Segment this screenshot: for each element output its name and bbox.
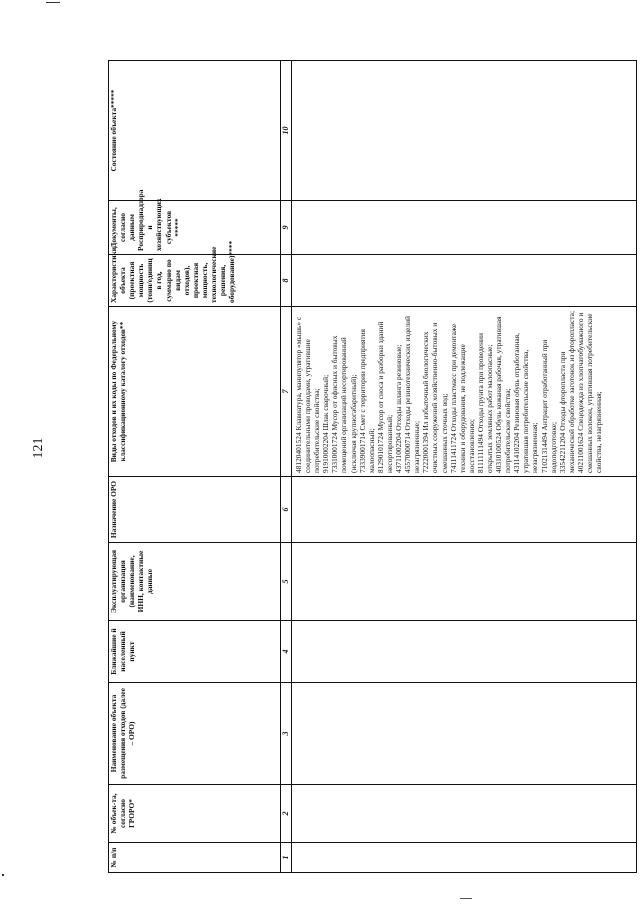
waste-entry: 40211001624 Спецодежда из хлопчатобумажного и смешанных волокон, утратившая потребительские свойства, незагрязненная; xyxy=(575,312,604,473)
waste-entry: 45570000714 Отходы резинотехнических изделий незагрязненные; xyxy=(403,316,422,473)
scan-mark xyxy=(2,874,4,876)
table-cell xyxy=(292,477,637,543)
waste-entry: 43711002204 Отходы шланга резиновые; xyxy=(394,344,404,473)
header-cell: Состояние объекта***** xyxy=(109,61,281,201)
waste-facility-table-frame xyxy=(108,61,636,873)
column-number: 2 xyxy=(281,785,292,843)
waste-entry: 81111111494 Отходы грунта при проведении открытых земляных работ малоопасные; xyxy=(475,333,494,473)
waste-entry: 91910002204 Шлак сварочный; xyxy=(321,374,331,473)
column-number-row xyxy=(281,61,292,873)
header-cell: Ближайшие й населенный пункт xyxy=(109,621,281,683)
column-number: 3 xyxy=(281,683,292,785)
table-cell xyxy=(292,683,637,785)
waste-entry: 33542211204 Отходы фторопласта при механической обработке заготовок из фторопласта; xyxy=(557,310,576,473)
column-number: 7 xyxy=(281,307,292,477)
waste-entry: 73339001714 Смет с территории предприятия малоопасный; xyxy=(357,329,376,473)
scan-mark xyxy=(460,898,472,899)
column-number: 8 xyxy=(281,255,292,307)
table-cell xyxy=(292,621,637,683)
scan-mark xyxy=(46,2,60,3)
header-cell: Характеристики объекта (проектная мощность (тонн/единиц в год, суммарно по видам отходов), проектная мощность, технологические решения, оборудование)**** xyxy=(109,255,281,307)
header-cell: Документы, согласно данным Росприроднадзора и хозяйствующих субъектов ***** xyxy=(109,201,281,255)
waste-entry: 73310001724 Мусор от офисных и бытовых помещений организаций несортированный (исключая крупногабаритный); xyxy=(330,335,358,473)
waste-entry: 72220001394 Ил избыточный биологических очистных сооружений хозяйственно-бытовых и смешанных сточных вод; xyxy=(421,322,449,473)
waste-entry: 43114102204 Резиновая обувь отработанная, утратившая потребительские свойства, незагрязненная; xyxy=(512,333,540,473)
waste-entry: 48120401524 Клавиатура, манипулятор «мышь» с соединительными проводами, утратившие потребительские свойства; xyxy=(294,316,322,473)
waste-types-cell xyxy=(292,307,637,477)
header-cell: № объек-та, согласно ГРОРО* xyxy=(109,785,281,843)
waste-entry: 71021314494 Антрацит отработанный при водоподготовке; xyxy=(539,339,558,473)
column-number: 9 xyxy=(281,201,292,255)
table-cell xyxy=(292,785,637,843)
column-number: 10 xyxy=(281,61,292,201)
header-cell: Эксплуатирующая организация (наименование, ИНН, контактные данные xyxy=(109,543,281,621)
table-cell xyxy=(292,61,637,201)
table-row xyxy=(292,61,637,873)
waste-entry: 40310100524 Обувь кожаная рабочая, утратившая потребительские свойства; xyxy=(494,316,513,473)
table-cell xyxy=(292,201,637,255)
column-number: 5 xyxy=(281,543,292,621)
header-cell: № п/п xyxy=(109,843,281,873)
table-header-row xyxy=(109,61,281,873)
table-cell xyxy=(292,843,637,873)
table-cell xyxy=(292,543,637,621)
table-cell xyxy=(292,255,637,307)
header-cell: Назначение ОРО xyxy=(109,477,281,543)
page-number: 121 xyxy=(31,437,46,459)
waste-entry: 81290101724 Мусор от сноса и разборки зданий несортированный; xyxy=(375,321,394,473)
waste-facility-table xyxy=(108,60,637,873)
column-number: 4 xyxy=(281,621,292,683)
column-number: 6 xyxy=(281,477,292,543)
header-cell: Наименование объекта размещения отходов (далее – ОРО) xyxy=(109,683,281,785)
waste-entry: 74111411724 Отходы пластмасс при демонтаже техники и оборудования, не подлежащие восстановлению; xyxy=(448,323,476,473)
header-cell: Виды отходов и их коды по Федеральному классификационному каталогу отходов** xyxy=(109,307,281,477)
column-number: 1 xyxy=(281,843,292,873)
